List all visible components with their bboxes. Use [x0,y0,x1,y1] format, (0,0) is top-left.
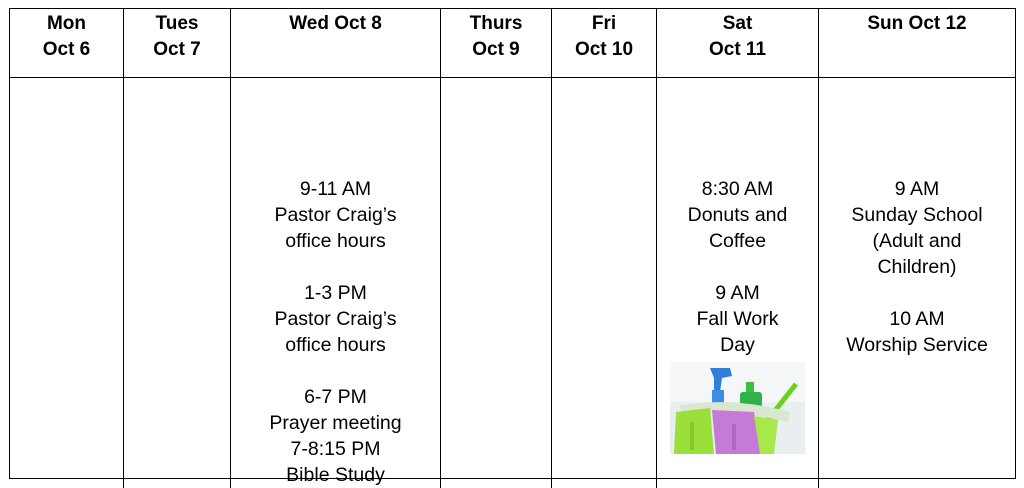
event-time: 9 AM [715,282,760,304]
event-worship-service [819,306,1015,358]
day-header-thurs [441,9,552,78]
event-title: Donuts and [687,204,788,226]
event-title: Day [720,334,755,356]
weekly-schedule-table [9,8,1016,486]
day-header-tues [124,9,231,78]
day-cell-sun [819,78,1015,488]
day-date: Oct 11 [708,39,767,60]
event-time: 9-11 AM [299,178,372,200]
cleaning-supplies-image [670,362,805,454]
day-date: Oct 6 [42,39,91,60]
day-date: Oct 9 [472,39,520,60]
event-sunday-school [819,176,1015,280]
event-title: Children) [877,256,957,278]
day-name: Thurs [469,13,523,34]
event-time: 6-7 PM [304,386,367,408]
day-header-mon [10,9,124,78]
day-name: Tues [155,13,199,34]
day-cell-wed [231,78,441,488]
event-time: 1-3 PM [304,282,367,304]
day-cell-thurs [441,78,552,488]
day-header-fri [552,9,657,78]
event-title: (Adult and [872,230,962,252]
day-cell-fri [552,78,657,488]
event-title: office hours [285,334,386,356]
day-cell-tues [124,78,231,488]
event-title: Pastor Craig’s [274,308,397,330]
event-office-hours-morning [231,176,440,254]
event-fall-work-day [657,280,818,358]
day-header-sat [657,9,819,78]
event-bible-study [231,436,440,488]
event-time: 10 AM [889,308,945,330]
event-title: Pastor Craig’s [274,204,397,226]
event-title: Prayer meeting [269,412,402,434]
event-title: office hours [285,230,386,252]
day-name: Mon [46,13,87,34]
event-time: 8:30 AM [701,178,774,200]
day-name: Fri [591,13,617,34]
day-date: Oct 10 [574,39,634,60]
event-time: 7-8:15 PM [290,438,381,460]
day-name: Sat [722,13,753,34]
day-name: Wed Oct 8 [289,13,382,34]
day-header-wed [231,9,441,78]
event-title: Worship Service [846,334,988,356]
event-office-hours-afternoon [231,280,440,358]
event-title: Sunday School [851,204,983,226]
event-title: Coffee [708,230,767,252]
event-prayer-meeting [231,384,440,436]
event-title: Bible Study [286,464,385,486]
day-name: Sun Oct 12 [867,13,967,34]
day-header-sun [819,9,1015,78]
day-date: Oct 7 [153,39,201,60]
day-cell-sat [657,78,819,488]
event-title: Fall Work [696,308,779,330]
day-cell-mon [10,78,124,488]
event-donuts-coffee [657,176,818,254]
event-time: 9 AM [894,178,940,200]
